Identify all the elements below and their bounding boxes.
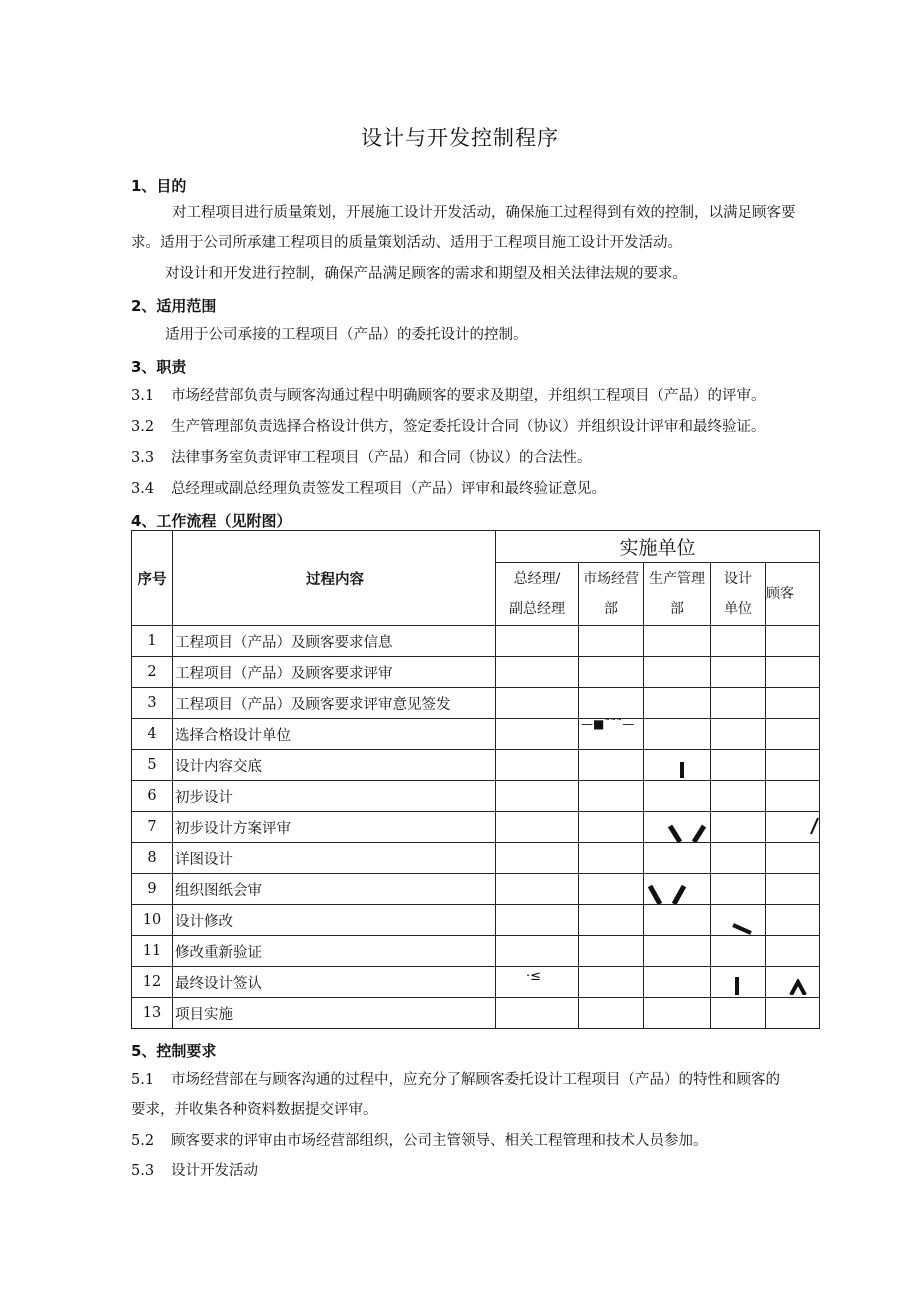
section-5-item-2 bbox=[131, 1131, 708, 1151]
table-row bbox=[132, 936, 820, 967]
item-number: 5.2 bbox=[131, 1133, 155, 1149]
table-row bbox=[132, 657, 820, 688]
item-text: 设计开发活动 bbox=[171, 1163, 258, 1179]
row-process: 工程项目（产品）及顾客要求信息 bbox=[173, 626, 496, 657]
row-process: 组织图纸会审 bbox=[173, 874, 496, 905]
header-seq: 序号 bbox=[132, 531, 173, 626]
item-text: 法律事务室负责评审工程项目（产品）和合同（协议）的合法性。 bbox=[171, 450, 592, 466]
item-number: 5.3 bbox=[131, 1163, 155, 1179]
item-number: 3.3 bbox=[131, 450, 155, 466]
table-row bbox=[132, 843, 820, 874]
row-seq: 2 bbox=[132, 657, 173, 688]
unit-header-gm: 总经理/ 副总经理 bbox=[496, 563, 579, 626]
section-4-heading: 4、工作流程（见附图） bbox=[131, 512, 292, 530]
row-process: 最终设计签认 bbox=[173, 967, 496, 998]
row-seq: 7 bbox=[132, 812, 173, 843]
row-process: 设计内容交底 bbox=[173, 750, 496, 781]
item-text: 顾客要求的评审由市场经营部组织，公司主管领导、相关工程管理和技术人员参加。 bbox=[171, 1133, 708, 1149]
row-seq: 8 bbox=[132, 843, 173, 874]
unit-header-design: 设计 单位 bbox=[711, 563, 766, 626]
row-process: 设计修改 bbox=[173, 905, 496, 936]
row-seq: 1 bbox=[132, 626, 173, 657]
flow-connector-mark: ·≤ bbox=[526, 969, 542, 984]
section-5-item-1a bbox=[131, 1070, 780, 1090]
row-seq: 12 bbox=[132, 967, 173, 998]
section-3-item bbox=[131, 448, 592, 468]
row-seq: 5 bbox=[132, 750, 173, 781]
flow-arrow-shape bbox=[648, 884, 688, 904]
section-3-item bbox=[131, 479, 606, 499]
section-1-para-2: 对设计和开发进行控制，确保产品满足顾客的需求和期望及相关法律法规的要求。 bbox=[165, 266, 687, 282]
item-text: 市场经营部负责与顾客沟通过程中明确顾客的要求及期望，并组织工程项目（产品）的评审。 bbox=[171, 388, 766, 404]
document-title: 设计与开发控制程序 bbox=[361, 126, 559, 150]
row-process: 选择合格设计单位 bbox=[173, 719, 496, 750]
item-number: 5.1 bbox=[131, 1072, 155, 1088]
table-row bbox=[132, 998, 820, 1029]
row-seq: 11 bbox=[132, 936, 173, 967]
row-process: 详图设计 bbox=[173, 843, 496, 874]
item-text: 生产管理部负责选择合格设计供方，签定委托设计合同（协议）并组织设计评审和最终验证。 bbox=[171, 419, 766, 435]
row-seq: 3 bbox=[132, 688, 173, 719]
header-process: 过程内容 bbox=[173, 531, 496, 626]
flow-arrow-shape bbox=[808, 816, 820, 836]
table-row bbox=[132, 688, 820, 719]
table-row bbox=[132, 967, 820, 998]
item-number: 3.4 bbox=[131, 481, 155, 497]
flow-arrow-shape bbox=[735, 977, 739, 995]
row-process: 初步设计方案评审 bbox=[173, 812, 496, 843]
section-5-heading: 5、控制要求 bbox=[131, 1042, 217, 1060]
item-text: 总经理或副总经理负责签发工程项目（产品）评审和最终验证意见。 bbox=[171, 481, 606, 497]
item-number: 3.1 bbox=[131, 388, 155, 404]
unit-header-production: 生产管理 部 bbox=[644, 563, 711, 626]
row-seq: 6 bbox=[132, 781, 173, 812]
workflow-table bbox=[131, 530, 820, 1029]
section-1-heading: 1、目的 bbox=[131, 177, 187, 195]
flow-connector-mark: —■˜˜˜— bbox=[581, 717, 635, 731]
table-row bbox=[132, 719, 820, 750]
flow-arrow-shape bbox=[668, 824, 708, 842]
table-row bbox=[132, 874, 820, 905]
row-process: 工程项目（产品）及顾客要求评审意见签发 bbox=[173, 688, 496, 719]
row-process: 工程项目（产品）及顾客要求评审 bbox=[173, 657, 496, 688]
section-5-item-1b: 要求，并收集各种资料数据提交评审。 bbox=[131, 1102, 378, 1118]
row-process: 项目实施 bbox=[173, 998, 496, 1029]
row-process: 修改重新验证 bbox=[173, 936, 496, 967]
table-row bbox=[132, 750, 820, 781]
item-number: 3.2 bbox=[131, 419, 155, 435]
flow-arrow-shape bbox=[731, 923, 753, 935]
unit-header-customer: 顾客 bbox=[766, 563, 820, 626]
section-1-para-1a: 对工程项目进行质量策划，开展施工设计开发活动，确保施工过程得到有效的控制，以满足顾客要 bbox=[172, 205, 796, 221]
table-row bbox=[132, 781, 820, 812]
row-seq: 10 bbox=[132, 905, 173, 936]
section-1-para-1b: 求。适用于公司所承建工程项目的质量策划活动、适用于工程项目施工设计开发活动。 bbox=[131, 235, 682, 251]
unit-header-marketing: 市场经营 部 bbox=[579, 563, 644, 626]
header-units: 实施单位 bbox=[496, 531, 820, 563]
section-3-item bbox=[131, 417, 766, 437]
row-seq: 4 bbox=[132, 719, 173, 750]
section-2-para-1: 适用于公司承接的工程项目（产品）的委托设计的控制。 bbox=[165, 327, 528, 343]
section-2-heading: 2、适用范围 bbox=[131, 297, 217, 315]
row-seq: 13 bbox=[132, 998, 173, 1029]
row-process: 初步设计 bbox=[173, 781, 496, 812]
table-row bbox=[132, 812, 820, 843]
flow-arrow-shape bbox=[788, 979, 808, 995]
section-5-item-3 bbox=[131, 1161, 258, 1181]
table-row bbox=[132, 626, 820, 657]
section-3-heading: 3、职责 bbox=[131, 358, 187, 376]
section-3-item bbox=[131, 386, 766, 406]
flow-arrow-shape bbox=[680, 762, 684, 778]
item-text: 市场经营部在与顾客沟通的过程中，应充分了解顾客委托设计工程项目（产品）的特性和顾客的 bbox=[171, 1072, 780, 1088]
table-row bbox=[132, 905, 820, 936]
row-seq: 9 bbox=[132, 874, 173, 905]
